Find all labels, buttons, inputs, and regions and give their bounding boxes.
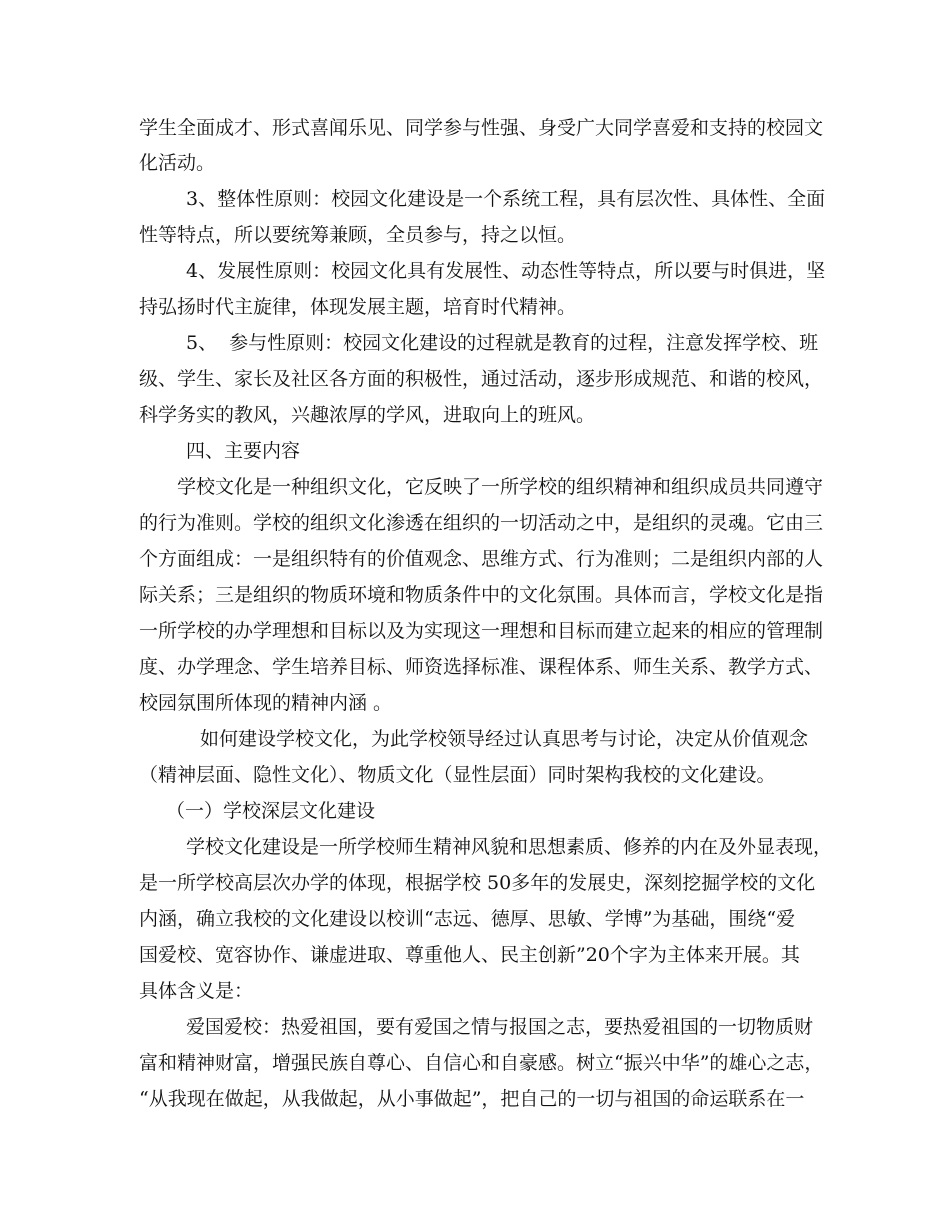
text-line: 度、办学理念、学生培养目标、师资选择标准、课程体系、师生关系、教学方式、 (139, 656, 824, 678)
text-line: 学生全面成才、形式喜闻乐见、同学参与性强、身受广大同学喜爱和支持的校园文 (139, 117, 824, 139)
text-line: 持弘扬时代主旋律，体现发展主题，培育时代精神。 (139, 296, 577, 318)
text-line: 3、整体性原则：校园文化建设是一个系统工程，具有层次性、具体性、全面 (186, 188, 826, 210)
text-line: 级、学生、家长及社区各方面的积极性，通过活动，逐步形成规范、和谐的校风， (139, 368, 824, 390)
text-line: 具体含义是： (139, 980, 254, 1002)
subsection-heading: （一）学校深层文化建设 (166, 800, 376, 822)
text-line: 5、 参与性原则：校园文化建设的过程就是教育的过程，注意发挥学校、班 (186, 332, 819, 354)
text-line: 科学务实的教风，兴趣浓厚的学风，进取向上的班风。 (139, 404, 596, 426)
text-line: 4、发展性原则：校园文化具有发展性、动态性等特点，所以要与时俱进，坚 (186, 260, 826, 282)
text-line: 化活动。 (139, 152, 216, 174)
text-line: 一所学校的办学理想和目标以及为实现这一理想和目标而建立起来的相应的管理制 (139, 620, 824, 642)
text-line: 际关系；三是组织的物质环境和物质条件中的文化氛围。具体而言，学校文化是指 (139, 584, 824, 606)
text-line: （精神层面、隐性文化）、物质文化（显性层面）同时架构我校的文化建设。 (139, 764, 776, 786)
text-line: 内涵，确立我校的文化建设以校训“志远、德厚、思敏、学博”为基础，围绕“爱 (139, 908, 796, 930)
text-line: 的行为准则。学校的组织文化渗透在组织的一切活动之中，是组织的灵魂。它由三 (139, 512, 824, 534)
text-line: 如何建设学校文化，为此学校领导经过认真思考与讨论，决定从价值观念 (200, 728, 809, 750)
text-line: 性等特点，所以要统筹兼顾，全员参与，持之以恒。 (139, 224, 577, 246)
text-line: 爱国爱校：热爱祖国，要有爱国之情与报国之志，要热爱祖国的一切物质财 (186, 1016, 814, 1038)
text-line: 学校文化建设是一所学校师生精神风貌和思想素质、修养的内在及外显表现， (186, 836, 833, 858)
text-line: 是一所学校高层次办学的体现，根据学校 50多年的发展史，深刻挖掘学校的文化 (139, 872, 816, 894)
section-heading: 四、主要内容 (186, 440, 301, 462)
text-line: 校园氛围所体现的精神内涵 。 (139, 692, 393, 714)
text-line: 个方面组成：一是组织特有的价值观念、思维方式、行为准则；二是组织内部的人 (139, 548, 824, 570)
text-line: “从我现在做起，从我做起，从小事做起”，把自己的一切与祖国的命运联系在一 (139, 1088, 805, 1110)
text-line: 学校文化是一种组织文化，它反映了一所学校的组织精神和组织成员共同遵守 (177, 476, 824, 498)
text-line: 国爱校、宽容协作、谦虚进取、尊重他人、民主创新”20个字为主体来开展。其 (139, 944, 800, 966)
text-line: 富和精神财富，增强民族自尊心、自信心和自豪感。树立“振兴中华”的雄心之志， (139, 1052, 824, 1074)
